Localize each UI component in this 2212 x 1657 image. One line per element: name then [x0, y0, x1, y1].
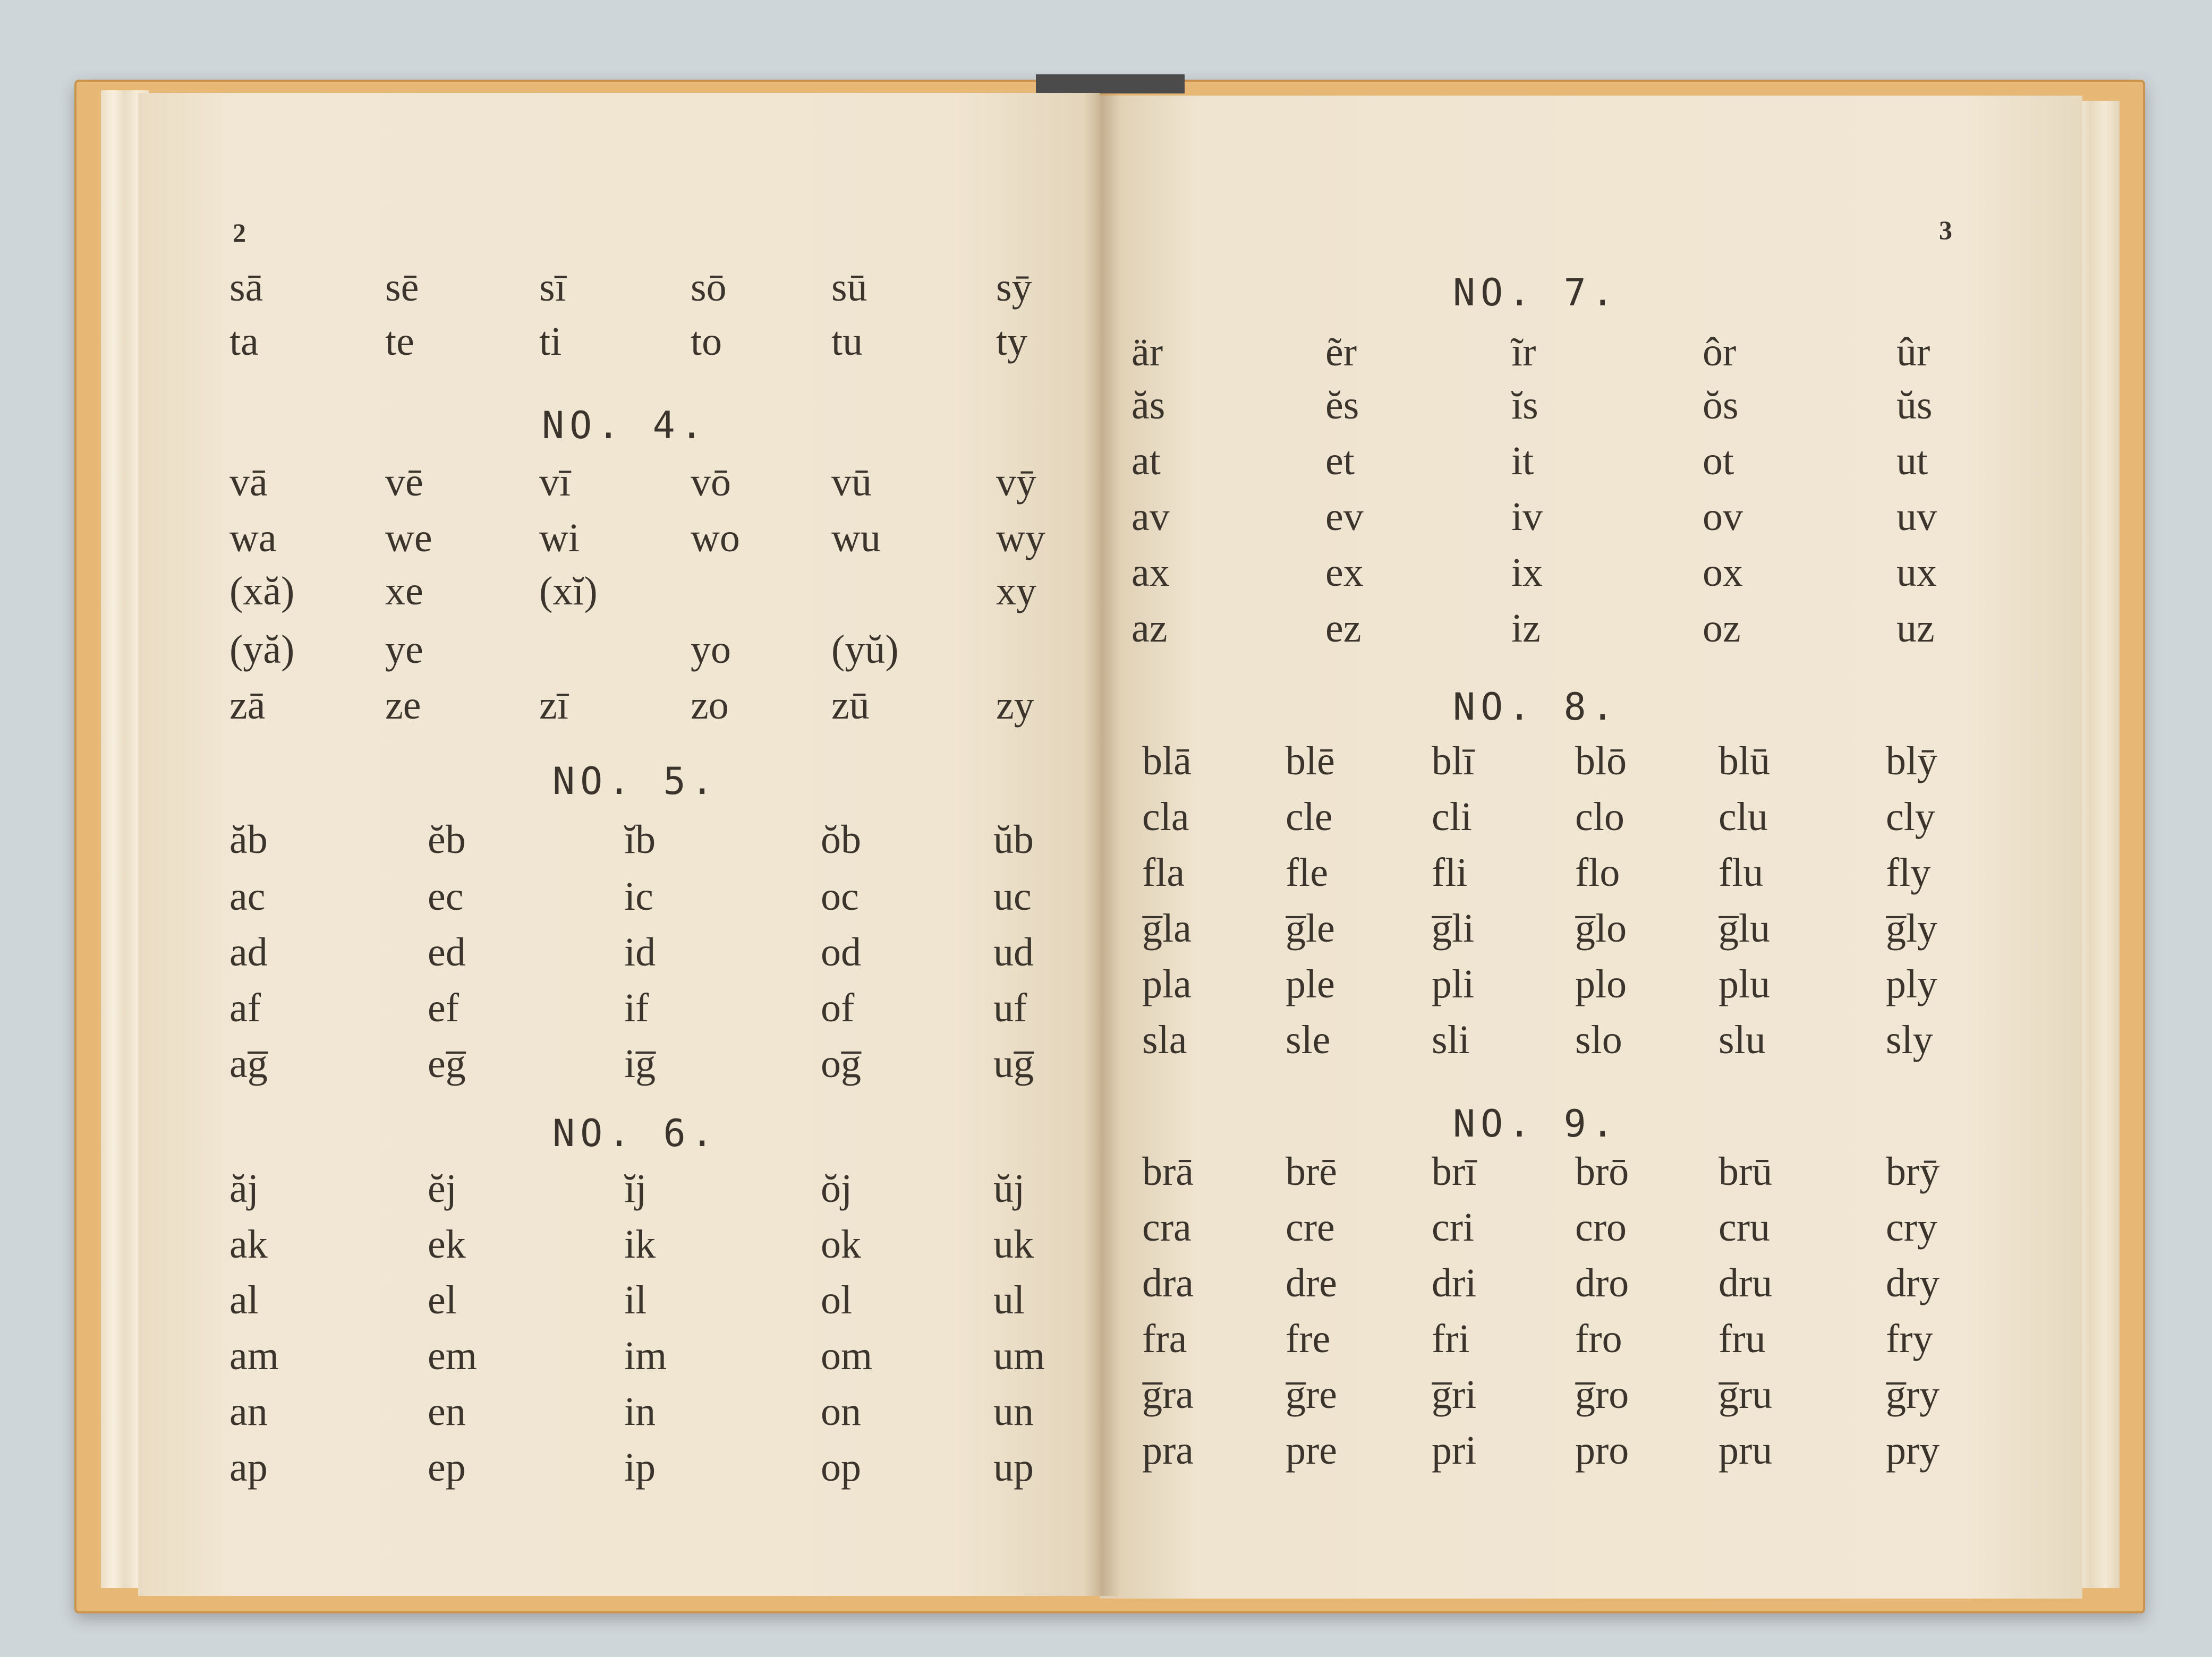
syllable-cell: ŏj	[821, 1166, 853, 1211]
syllable-cell: fly	[1886, 850, 1931, 895]
syllable-cell: ŏs	[1703, 383, 1739, 428]
syllable-cell: g̅re	[1286, 1372, 1338, 1417]
syllable-cell: pra	[1142, 1428, 1194, 1473]
syllable-cell: ik	[624, 1222, 656, 1267]
syllable-cell: iz	[1511, 606, 1541, 651]
syllable-cell: brī	[1432, 1149, 1477, 1194]
syllable-cell: ic	[624, 874, 653, 919]
syllable-cell: et	[1325, 439, 1355, 483]
syllable-cell: dro	[1575, 1261, 1629, 1305]
syllable-cell: ap	[229, 1445, 268, 1490]
syllable-cell: sla	[1142, 1018, 1187, 1062]
syllable-cell: af	[229, 986, 261, 1030]
syllable-cell: brō	[1575, 1149, 1629, 1194]
syllable-cell: dra	[1142, 1261, 1194, 1305]
syllable-cell: am	[229, 1334, 279, 1378]
syllable-cell: ak	[229, 1222, 268, 1267]
syllable-cell: sū	[831, 265, 867, 310]
syllable-cell: um	[993, 1334, 1045, 1378]
syllable-cell: ĭb	[624, 817, 656, 862]
syllable-cell: il	[624, 1278, 647, 1322]
syllable-cell: zo	[691, 683, 729, 728]
syllable-cell: cru	[1718, 1205, 1771, 1250]
syllable-cell: g̅lu	[1718, 906, 1771, 951]
syllable-cell: g̅ri	[1432, 1372, 1477, 1417]
syllable-cell: cly	[1886, 795, 1935, 839]
syllable-cell: ek	[428, 1222, 466, 1267]
syllable-cell: ev	[1325, 494, 1364, 539]
syllable-cell: ĕb	[428, 817, 466, 862]
syllable-cell: en	[428, 1389, 466, 1434]
syllable-cell: vī	[539, 460, 571, 505]
section-heading: NO. 5.	[552, 759, 719, 803]
syllable-cell: blū	[1718, 739, 1771, 783]
syllable-cell: sly	[1886, 1018, 1933, 1062]
syllable-cell: ŏb	[821, 817, 861, 862]
syllable-cell: ad	[229, 930, 268, 975]
syllable-cell: flo	[1575, 850, 1620, 895]
syllable-cell: uf	[993, 986, 1027, 1030]
syllable-cell: sle	[1286, 1018, 1331, 1062]
syllable-cell: om	[821, 1334, 873, 1378]
syllable-cell: ol	[821, 1278, 853, 1322]
syllable-cell: ex	[1325, 550, 1364, 595]
syllable-cell: wy	[996, 516, 1045, 560]
syllable-cell: g̅lo	[1575, 906, 1627, 951]
syllable-cell: up	[993, 1445, 1034, 1490]
syllable-cell: cle	[1286, 795, 1333, 839]
syllable-cell: ăj	[229, 1166, 259, 1211]
syllable-cell: cry	[1886, 1205, 1938, 1250]
syllable-cell: ug̅	[993, 1041, 1034, 1086]
syllable-cell: vō	[691, 460, 731, 505]
syllable-cell: dry	[1886, 1261, 1940, 1305]
syllable-cell: uk	[993, 1222, 1034, 1267]
syllable-cell: ix	[1511, 550, 1543, 595]
syllable-cell: sē	[385, 265, 419, 310]
syllable-cell: vē	[385, 460, 423, 505]
page-number: 3	[1939, 215, 1952, 245]
syllable-cell: g̅ry	[1886, 1372, 1940, 1417]
syllable-cell: g̅ru	[1718, 1372, 1773, 1417]
syllable-cell: ĕs	[1325, 383, 1359, 428]
syllable-cell: ple	[1286, 962, 1335, 1006]
syllable-cell: ăb	[229, 817, 268, 862]
syllable-cell: id	[624, 930, 656, 975]
syllable-cell: ĕj	[428, 1166, 457, 1211]
syllable-cell: pro	[1575, 1428, 1629, 1473]
syllable-cell: vȳ	[996, 460, 1036, 505]
syllable-cell: wi	[539, 516, 580, 560]
syllable-cell: fri	[1432, 1317, 1470, 1361]
syllable-cell: flu	[1718, 850, 1764, 895]
syllable-cell: wu	[831, 516, 881, 560]
syllable-cell: ply	[1886, 962, 1938, 1006]
syllable-cell: brȳ	[1886, 1149, 1940, 1194]
syllable-cell: pri	[1432, 1428, 1477, 1473]
syllable-cell: ag̅	[229, 1041, 268, 1086]
syllable-cell: ef	[428, 986, 460, 1030]
syllable-cell: g̅ra	[1142, 1372, 1194, 1417]
section-heading: NO. 9.	[1453, 1102, 1619, 1146]
syllable-cell: el	[428, 1278, 457, 1322]
syllable-cell: al	[229, 1278, 259, 1322]
syllable-cell: od	[821, 930, 861, 975]
syllable-cell: em	[428, 1334, 477, 1378]
syllable-cell: op	[821, 1445, 861, 1490]
page-number: 2	[233, 218, 246, 247]
syllable-cell: ov	[1703, 494, 1743, 539]
syllable-cell: fro	[1575, 1317, 1622, 1361]
syllable-cell: uz	[1896, 606, 1935, 651]
syllable-cell: yo	[691, 627, 731, 672]
syllable-cell: in	[624, 1389, 656, 1434]
syllable-cell: vū	[831, 460, 872, 505]
syllable-cell: (yă)	[229, 627, 295, 672]
syllable-cell: är	[1131, 330, 1163, 374]
syllable-cell: of	[821, 986, 855, 1030]
syllable-cell: cla	[1142, 795, 1189, 839]
syllable-cell: te	[385, 319, 414, 364]
syllable-cell: plu	[1718, 962, 1771, 1006]
syllable-cell: cra	[1142, 1205, 1192, 1250]
syllable-cell: ut	[1896, 439, 1928, 483]
syllable-cell: (xĭ)	[539, 569, 598, 613]
syllable-cell: clu	[1718, 795, 1768, 839]
syllable-cell: ye	[385, 627, 423, 672]
section-heading: NO. 7.	[1453, 271, 1619, 314]
syllable-cell: fli	[1432, 850, 1468, 895]
syllable-cell: ig̅	[624, 1041, 656, 1086]
syllable-cell: blē	[1286, 739, 1335, 783]
section-heading: NO. 4.	[542, 404, 708, 447]
syllable-cell: ĩr	[1511, 330, 1536, 374]
syllable-cell: un	[993, 1389, 1034, 1434]
syllable-cell: an	[229, 1389, 268, 1434]
right-page	[1100, 96, 2082, 1599]
syllable-cell: im	[624, 1334, 667, 1378]
syllable-cell: clo	[1575, 795, 1624, 839]
syllable-cell: ŭb	[993, 817, 1034, 862]
syllable-cell: on	[821, 1389, 861, 1434]
syllable-cell: pla	[1142, 962, 1192, 1006]
syllable-cell: dre	[1286, 1261, 1338, 1305]
syllable-cell: we	[385, 516, 432, 560]
syllable-cell: pli	[1432, 962, 1475, 1006]
syllable-cell: slo	[1575, 1018, 1622, 1062]
syllable-cell: g̅ly	[1886, 906, 1938, 951]
syllable-cell: iv	[1511, 494, 1543, 539]
syllable-cell: it	[1511, 439, 1534, 483]
syllable-cell: plo	[1575, 962, 1627, 1006]
syllable-cell: ip	[624, 1445, 656, 1490]
syllable-cell: zy	[996, 683, 1034, 728]
syllable-cell: ux	[1896, 550, 1937, 595]
syllable-cell: fle	[1286, 850, 1329, 895]
syllable-cell: dri	[1432, 1261, 1477, 1305]
syllable-cell: ĭj	[624, 1166, 647, 1211]
syllable-cell: uv	[1896, 494, 1937, 539]
syllable-cell: ok	[821, 1222, 861, 1267]
syllable-cell: ze	[385, 683, 421, 728]
syllable-cell: az	[1131, 606, 1168, 651]
syllable-cell: sli	[1432, 1018, 1470, 1062]
section-heading: NO. 8.	[1453, 685, 1619, 729]
syllable-cell: ta	[229, 319, 259, 364]
syllable-cell: ed	[428, 930, 466, 975]
syllable-cell: ŭs	[1896, 383, 1933, 428]
left-page	[138, 93, 1100, 1596]
syllable-cell: uc	[993, 874, 1032, 919]
syllable-cell: fra	[1142, 1317, 1187, 1361]
syllable-cell: g̅le	[1286, 906, 1335, 951]
syllable-cell: if	[624, 986, 649, 1030]
syllable-cell: ôr	[1703, 330, 1737, 374]
syllable-cell: ul	[993, 1278, 1025, 1322]
syllable-cell: brē	[1286, 1149, 1338, 1194]
syllable-cell: ti	[539, 319, 562, 364]
syllable-cell: blō	[1575, 739, 1627, 783]
syllable-cell: (xă)	[229, 569, 295, 613]
syllable-cell: blȳ	[1886, 739, 1938, 783]
syllable-cell: g̅la	[1142, 906, 1192, 951]
syllable-cell: pry	[1886, 1428, 1940, 1473]
syllable-cell: ty	[996, 319, 1028, 364]
syllable-cell: to	[691, 319, 722, 364]
syllable-cell: xe	[385, 569, 423, 613]
syllable-cell: ăs	[1131, 383, 1165, 428]
syllable-cell: sā	[229, 265, 263, 310]
syllable-cell: oz	[1703, 606, 1741, 651]
book-gutter	[1084, 93, 1121, 1596]
syllable-cell: ac	[229, 874, 266, 919]
syllable-cell: fre	[1286, 1317, 1331, 1361]
syllable-cell: g̅ro	[1575, 1372, 1629, 1417]
syllable-cell: xy	[996, 569, 1036, 613]
syllable-cell: blī	[1432, 739, 1475, 783]
syllable-cell: cli	[1432, 795, 1472, 839]
syllable-cell: (yŭ)	[831, 627, 899, 672]
syllable-cell: vā	[229, 460, 268, 505]
syllable-cell: zū	[831, 683, 870, 728]
syllable-cell: fru	[1718, 1317, 1766, 1361]
syllable-cell: ec	[428, 874, 464, 919]
syllable-cell: fry	[1886, 1317, 1933, 1361]
syllable-cell: ŭj	[993, 1166, 1025, 1211]
syllable-cell: ep	[428, 1445, 466, 1490]
syllable-cell: blā	[1142, 739, 1192, 783]
syllable-cell: og̅	[821, 1041, 861, 1086]
syllable-cell: wo	[691, 516, 740, 560]
syllable-cell: ĭs	[1511, 383, 1538, 428]
syllable-cell: zī	[539, 683, 568, 728]
syllable-cell: cri	[1432, 1205, 1475, 1250]
syllable-cell: brū	[1718, 1149, 1773, 1194]
syllable-cell: ot	[1703, 439, 1734, 483]
syllable-cell: av	[1131, 494, 1170, 539]
syllable-cell: dru	[1718, 1261, 1773, 1305]
syllable-cell: brā	[1142, 1149, 1194, 1194]
syllable-cell: eg̅	[428, 1041, 466, 1086]
syllable-cell: ûr	[1896, 330, 1930, 374]
syllable-cell: sī	[539, 265, 566, 310]
book-spine	[1036, 74, 1185, 93]
syllable-cell: sō	[691, 265, 727, 310]
syllable-cell: slu	[1718, 1018, 1766, 1062]
syllable-cell: ẽr	[1325, 330, 1357, 374]
syllable-cell: sȳ	[996, 265, 1032, 310]
syllable-cell: pru	[1718, 1428, 1773, 1473]
syllable-cell: ox	[1703, 550, 1743, 595]
syllable-cell: ud	[993, 930, 1034, 975]
syllable-cell: tu	[831, 319, 863, 364]
section-heading: NO. 6.	[552, 1112, 719, 1155]
syllable-cell: fla	[1142, 850, 1185, 895]
syllable-cell: oc	[821, 874, 859, 919]
syllable-cell: at	[1131, 439, 1161, 483]
syllable-cell: ax	[1131, 550, 1170, 595]
syllable-cell: ez	[1325, 606, 1362, 651]
syllable-cell: cre	[1286, 1205, 1335, 1250]
syllable-cell: g̅li	[1432, 906, 1475, 951]
syllable-cell: zā	[229, 683, 266, 728]
syllable-cell: cro	[1575, 1205, 1627, 1250]
syllable-cell: wa	[229, 516, 277, 560]
syllable-cell: pre	[1286, 1428, 1338, 1473]
